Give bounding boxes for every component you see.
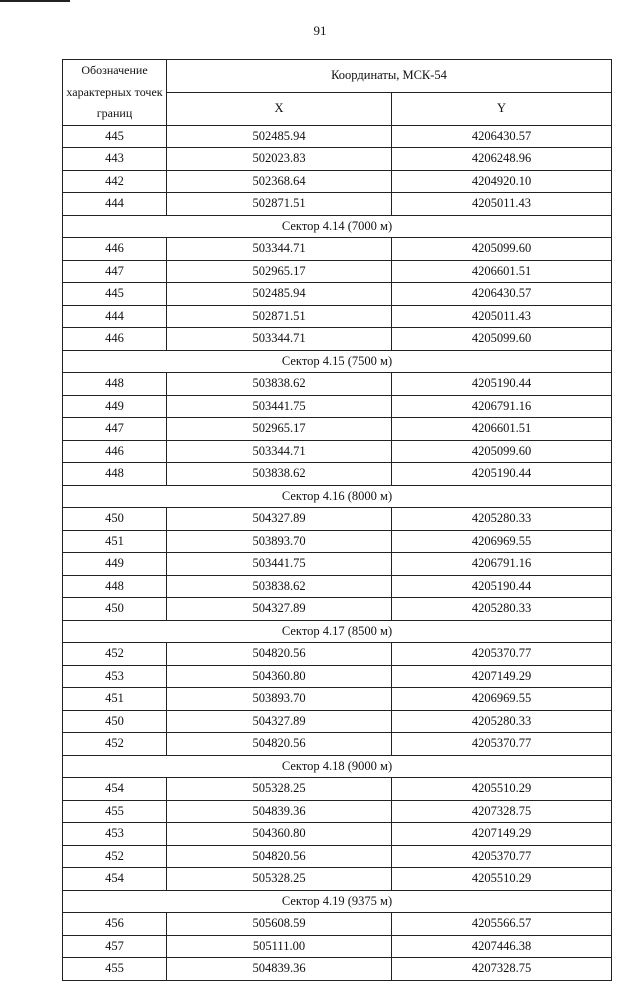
y-cell: 4207328.75 xyxy=(392,958,612,981)
point-cell: 444 xyxy=(63,193,167,216)
header-coordinates: Координаты, МСК-54 xyxy=(167,60,612,93)
y-cell: 4207328.75 xyxy=(392,800,612,823)
top-edge-line xyxy=(0,0,70,2)
x-cell: 502965.17 xyxy=(167,260,392,283)
sector-row xyxy=(63,890,612,913)
point-cell: 445 xyxy=(63,283,167,306)
y-cell: 4205280.33 xyxy=(392,508,612,531)
table-row xyxy=(63,598,612,621)
x-cell: 503441.75 xyxy=(167,395,392,418)
y-cell: 4205566.57 xyxy=(392,913,612,936)
y-cell: 4205370.77 xyxy=(392,733,612,756)
x-cell: 503441.75 xyxy=(167,553,392,576)
x-cell: 504820.56 xyxy=(167,643,392,666)
table-row xyxy=(63,665,612,688)
table-body xyxy=(63,125,612,980)
table-row xyxy=(63,193,612,216)
x-cell: 504327.89 xyxy=(167,710,392,733)
point-cell: 450 xyxy=(63,710,167,733)
y-cell: 4207149.29 xyxy=(392,823,612,846)
header-x: X xyxy=(167,92,392,125)
point-cell: 456 xyxy=(63,913,167,936)
y-cell: 4204920.10 xyxy=(392,170,612,193)
table-row xyxy=(63,440,612,463)
table-row xyxy=(63,170,612,193)
x-cell: 503838.62 xyxy=(167,463,392,486)
table-row xyxy=(63,373,612,396)
table-row xyxy=(63,148,612,171)
x-cell: 503344.71 xyxy=(167,328,392,351)
y-cell: 4207446.38 xyxy=(392,935,612,958)
point-cell: 449 xyxy=(63,553,167,576)
point-cell: 457 xyxy=(63,935,167,958)
sector-row xyxy=(63,755,612,778)
x-cell: 502485.94 xyxy=(167,283,392,306)
x-cell: 504327.89 xyxy=(167,598,392,621)
y-cell: 4205510.29 xyxy=(392,778,612,801)
table-row xyxy=(63,823,612,846)
header-point-designation: Обозначение характерных точек границ xyxy=(63,60,167,126)
x-cell: 502368.64 xyxy=(167,170,392,193)
sector-row xyxy=(63,215,612,238)
table-row xyxy=(63,283,612,306)
table-row xyxy=(63,530,612,553)
x-cell: 502871.51 xyxy=(167,305,392,328)
y-cell: 4205370.77 xyxy=(392,845,612,868)
table-row xyxy=(63,688,612,711)
page-number: 91 xyxy=(313,23,327,38)
x-cell: 502485.94 xyxy=(167,125,392,148)
y-cell: 4206601.51 xyxy=(392,260,612,283)
x-cell: 503893.70 xyxy=(167,688,392,711)
y-cell: 4206969.55 xyxy=(392,688,612,711)
point-cell: 452 xyxy=(63,845,167,868)
table-row xyxy=(63,935,612,958)
x-cell: 504839.36 xyxy=(167,958,392,981)
y-cell: 4207149.29 xyxy=(392,665,612,688)
x-cell: 504839.36 xyxy=(167,800,392,823)
point-cell: 442 xyxy=(63,170,167,193)
x-cell: 504360.80 xyxy=(167,665,392,688)
y-cell: 4206791.16 xyxy=(392,553,612,576)
point-cell: 451 xyxy=(63,530,167,553)
x-cell: 505328.25 xyxy=(167,778,392,801)
point-cell: 443 xyxy=(63,148,167,171)
x-cell: 504327.89 xyxy=(167,508,392,531)
y-cell: 4205011.43 xyxy=(392,305,612,328)
x-cell: 505328.25 xyxy=(167,868,392,891)
point-cell: 451 xyxy=(63,688,167,711)
y-cell: 4205280.33 xyxy=(392,598,612,621)
point-cell: 448 xyxy=(63,463,167,486)
table-row xyxy=(63,733,612,756)
sector-row xyxy=(63,620,612,643)
sector-title: Сектор 4.16 (8000 м) xyxy=(63,485,612,508)
point-cell: 444 xyxy=(63,305,167,328)
y-cell: 4205099.60 xyxy=(392,328,612,351)
table-row xyxy=(63,328,612,351)
x-cell: 503344.71 xyxy=(167,238,392,261)
x-cell: 503838.62 xyxy=(167,373,392,396)
point-cell: 453 xyxy=(63,665,167,688)
sector-title: Сектор 4.19 (9375 м) xyxy=(63,890,612,913)
table-row xyxy=(63,913,612,936)
y-cell: 4206601.51 xyxy=(392,418,612,441)
y-cell: 4205510.29 xyxy=(392,868,612,891)
sector-title: Сектор 4.18 (9000 м) xyxy=(63,755,612,778)
y-cell: 4205099.60 xyxy=(392,440,612,463)
sector-title: Сектор 4.17 (8500 м) xyxy=(63,620,612,643)
point-cell: 453 xyxy=(63,823,167,846)
point-cell: 445 xyxy=(63,125,167,148)
x-cell: 504360.80 xyxy=(167,823,392,846)
point-cell: 447 xyxy=(63,260,167,283)
point-cell: 454 xyxy=(63,868,167,891)
sector-title: Сектор 4.14 (7000 м) xyxy=(63,215,612,238)
table-row xyxy=(63,643,612,666)
table-row xyxy=(63,508,612,531)
point-cell: 446 xyxy=(63,238,167,261)
table-row xyxy=(63,553,612,576)
x-cell: 505608.59 xyxy=(167,913,392,936)
y-cell: 4205099.60 xyxy=(392,238,612,261)
point-cell: 448 xyxy=(63,373,167,396)
table-row xyxy=(63,463,612,486)
table-row xyxy=(63,575,612,598)
x-cell: 502871.51 xyxy=(167,193,392,216)
y-cell: 4205280.33 xyxy=(392,710,612,733)
table-row xyxy=(63,845,612,868)
x-cell: 503893.70 xyxy=(167,530,392,553)
point-cell: 448 xyxy=(63,575,167,598)
header-y: Y xyxy=(392,92,612,125)
point-cell: 452 xyxy=(63,643,167,666)
table-row xyxy=(63,710,612,733)
table-row xyxy=(63,418,612,441)
x-cell: 503344.71 xyxy=(167,440,392,463)
x-cell: 503838.62 xyxy=(167,575,392,598)
point-cell: 447 xyxy=(63,418,167,441)
x-cell: 504820.56 xyxy=(167,733,392,756)
y-cell: 4206430.57 xyxy=(392,125,612,148)
y-cell: 4206791.16 xyxy=(392,395,612,418)
y-cell: 4206430.57 xyxy=(392,283,612,306)
y-cell: 4205190.44 xyxy=(392,575,612,598)
table-row xyxy=(63,238,612,261)
point-cell: 446 xyxy=(63,328,167,351)
table-row xyxy=(63,868,612,891)
y-cell: 4205190.44 xyxy=(392,463,612,486)
sector-row xyxy=(63,350,612,373)
y-cell: 4206248.96 xyxy=(392,148,612,171)
coordinates-table xyxy=(62,59,612,981)
table-row xyxy=(63,395,612,418)
table-row xyxy=(63,800,612,823)
x-cell: 502965.17 xyxy=(167,418,392,441)
point-cell: 455 xyxy=(63,958,167,981)
point-cell: 455 xyxy=(63,800,167,823)
table-row xyxy=(63,125,612,148)
point-cell: 450 xyxy=(63,508,167,531)
sector-title: Сектор 4.15 (7500 м) xyxy=(63,350,612,373)
x-cell: 502023.83 xyxy=(167,148,392,171)
point-cell: 449 xyxy=(63,395,167,418)
y-cell: 4205011.43 xyxy=(392,193,612,216)
table-row xyxy=(63,778,612,801)
point-cell: 452 xyxy=(63,733,167,756)
y-cell: 4205370.77 xyxy=(392,643,612,666)
y-cell: 4206969.55 xyxy=(392,530,612,553)
x-cell: 504820.56 xyxy=(167,845,392,868)
y-cell: 4205190.44 xyxy=(392,373,612,396)
point-cell: 446 xyxy=(63,440,167,463)
table-row xyxy=(63,260,612,283)
point-cell: 454 xyxy=(63,778,167,801)
sector-row xyxy=(63,485,612,508)
table-row xyxy=(63,305,612,328)
table-row xyxy=(63,958,612,981)
point-cell: 450 xyxy=(63,598,167,621)
x-cell: 505111.00 xyxy=(167,935,392,958)
